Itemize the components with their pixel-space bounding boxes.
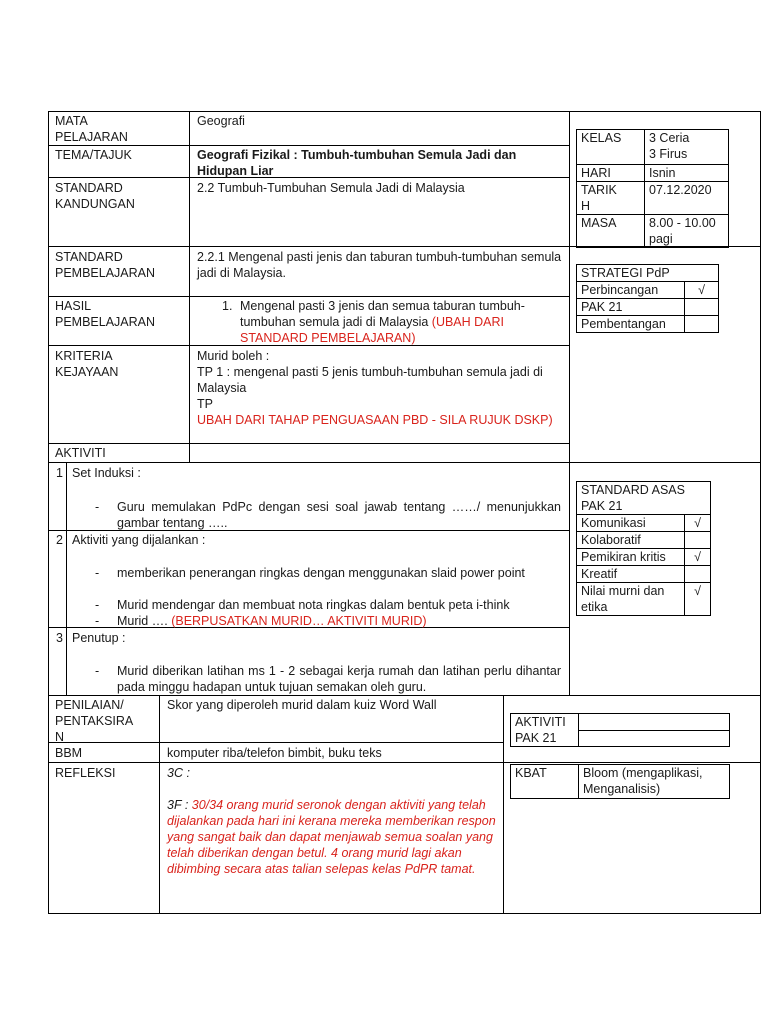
activity-bullet: Murid mendengar dan membuat nota ringkas dalam bentuk peta i-think [117,598,510,612]
row-divider [48,443,569,444]
activity-number: 1 [56,466,63,480]
hasil-pembelajaran-value: Mengenal pasti 3 jenis dan semua taburan tumbuh-tumbuhan semula jadi di Malaysia (UBAH DARI STANDARD PEMBELAJARAN) [240,299,525,345]
activity-title: Aktiviti yang dijalankan : [72,533,206,547]
kelas-label: KELAS [577,130,645,165]
hasil-note: (UBAH DARI STANDARD PEMBELAJARAN) [240,315,505,345]
hari-label: HARI [577,165,645,182]
strategi-item: Pembentangan [577,316,685,333]
standard-kandungan-value: 2.2 Tumbuh-Tumbuhan Semula Jadi di Malaysia [197,181,465,195]
activity-title: Set Induksi : [72,466,141,480]
strategi-item: Perbincangan [577,282,685,299]
standard-asas-item: Kreatif [577,566,685,583]
row-divider [48,296,569,297]
standard-kandungan-label: STANDARD KANDUNGAN [55,181,135,211]
hasil-list-number: 1. [222,299,233,313]
standard-pembelajaran-label: STANDARD PEMBELAJARAN [55,250,156,280]
kriteria-line: TP 1 : mengenal pasti 5 jenis tumbuh-tumbuhan semula jadi di Malaysia [197,365,543,395]
activity-note: (BERPUSATKAN MURID… AKTIVITI MURID) [171,614,427,628]
refleksi-3c: 3C : [167,766,190,780]
penilaian-value: Skor yang diperoleh murid dalam kuiz Word Wall [167,698,437,712]
bullet-dash: - [95,598,100,612]
activity-number: 3 [56,631,63,645]
row-divider [48,695,761,696]
refleksi-label: REFLEKSI [55,766,116,780]
masa-value: 8.00 - 10.00 pagi [645,215,729,248]
tarikh-value: 07.12.2020 [645,182,729,215]
standard-asas-header: STANDARD ASAS PAK 21 [577,482,711,515]
kbat-value: Bloom (mengaplikasi, Menganalisis) [579,765,730,799]
standard-asas-item: Pemikiran kritis [577,549,685,566]
info-table [576,129,729,248]
check-mark [685,299,719,316]
refleksi-3f-text: 30/34 orang murid seronok dengan aktiviti yang telah dijalankan pada hari ini kerana mereka memberikan respon yang sangat baik dan dapat menjawab semua soalan yang telah diberikan dengan betul. 4 orang murid lagi akan dibimbing secara atas talian selepas kelas PdPR tamat. [167,798,496,876]
kriteria-kejayaan-label: KRITERIA KEJAYAAN [55,349,119,379]
activity-number: 2 [56,533,63,547]
kriteria-line: Murid boleh : [197,349,270,363]
aktiviti-pak21-value-empty [579,730,730,747]
column-divider [159,695,160,914]
row-divider [48,145,569,146]
kriteria-kejayaan-value [197,348,563,428]
refleksi-3f: 3F : 30/34 orang murid seronok dengan aktiviti yang telah dijalankan pada hari ini kerana mereka memberikan respon yang sangat baik dan dapat menjawab semua soalan yang telah diberikan dengan betul. 4 orang murid lagi akan dibimbing secara atas talian selepas kelas PdPR tamat. [167,798,496,876]
bbm-label: BBM [55,746,83,760]
check-mark [685,532,711,549]
standard-asas-item: Nilai murni dan etika [577,583,685,616]
masa-label: MASA [577,215,645,248]
mata-pelajaran-label: MATA PELAJARAN [55,114,128,144]
aktiviti-header: AKTIVITI [55,446,106,460]
standard-asas-item: Kolaboratif [577,532,685,549]
tarikh-label: TARIK H [577,182,645,215]
check-mark [685,316,719,333]
activity-bullet: memberikan penerangan ringkas dengan menggunakan slaid power point [117,566,525,580]
standard-asas-table [576,481,711,616]
kbat-label: KBAT [511,765,579,799]
row-divider [48,762,761,763]
strategi-header: STRATEGI PdP [577,265,719,282]
penilaian-label: PENILAIAN/ PENTAKSIRA N [55,698,134,744]
kbat-table [510,764,730,799]
tema-tajuk-value: Geografi Fizikal : Tumbuh-tumbuhan Semula Jadi dan Hidupan Liar [197,148,517,178]
kriteria-note: UBAH DARI TAHAP PENGUASAAN PBD - SILA RUJUK DSKP) [197,413,553,427]
check-mark: √ [685,583,711,616]
kelas-value: 3 Ceria 3 Firus [645,130,729,165]
check-mark: √ [685,282,719,299]
column-divider [189,111,190,463]
row-divider [48,462,761,463]
bullet-dash: - [95,500,100,514]
aktiviti-pak21-value [579,714,730,731]
standard-pembelajaran-value: 2.2.1 Mengenal pasti jenis dan taburan tumbuh-tumbuhan semula jadi di Malaysia. [197,250,562,280]
tema-tajuk-label: TEMA/TAJUK [55,148,132,162]
bullet-dash: - [95,566,100,580]
activity-bullet: Murid …. (BERPUSATKAN MURID… AKTIVITI MURID) [117,614,427,628]
column-divider [503,695,504,914]
aktiviti-pak21-label: AKTIVITI PAK 21 [511,714,579,747]
activity-bullet: Guru memulakan PdPc dengan sesi soal jawab tentang ……/ menunjukkan gambar tentang ….. [117,500,561,530]
bbm-value: komputer riba/telefon bimbit, buku teks [167,746,382,760]
check-mark [685,566,711,583]
activity-bullet: Murid diberikan latihan ms 1 - 2 sebagai kerja rumah dan latihan perlu dihantar pada minggu hadapan untuk tujuan semakan oleh guru. [117,664,561,694]
standard-asas-item: Komunikasi [577,515,685,532]
bullet-dash: - [95,614,100,628]
strategi-table [576,264,719,333]
check-mark: √ [685,549,711,566]
hari-value: Isnin [645,165,729,182]
hasil-pembelajaran-label: HASIL PEMBELAJARAN [55,299,156,329]
column-divider [66,462,67,696]
check-mark: √ [685,515,711,532]
aktiviti-pak21-table [510,713,730,747]
column-divider [569,111,570,696]
kriteria-line: TP [197,397,213,411]
mata-pelajaran-value: Geografi [197,114,245,128]
activity-title: Penutup : [72,631,126,645]
bullet-dash: - [95,664,100,678]
strategi-item: PAK 21 [577,299,685,316]
